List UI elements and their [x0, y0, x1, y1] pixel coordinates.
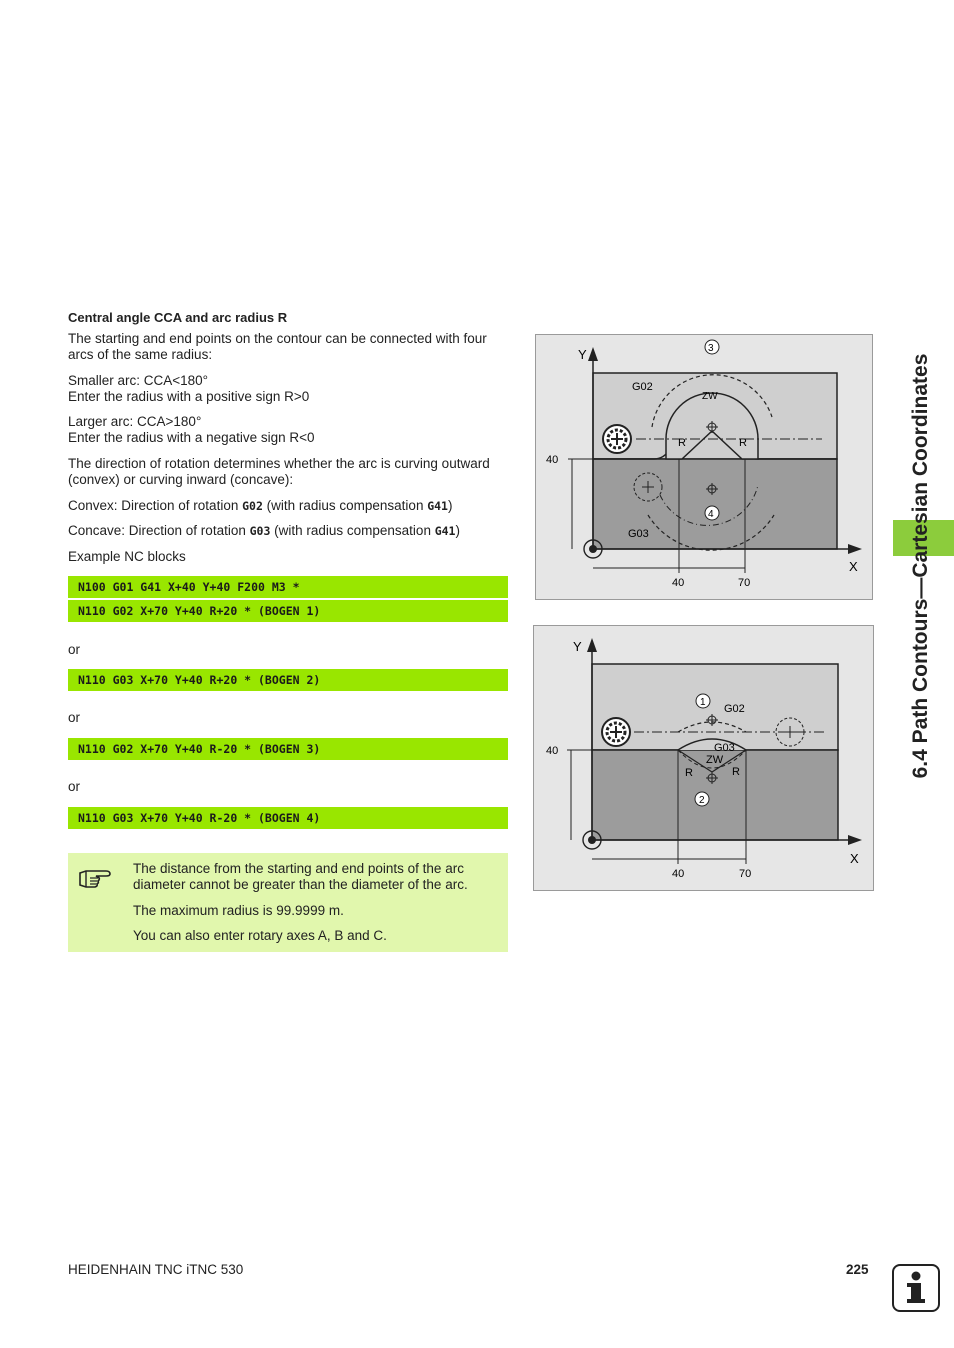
- figure-arcs-1-2: [533, 625, 874, 891]
- pointing-hand-icon: [78, 865, 112, 889]
- intro-paragraph: The starting and end points on the contour can be connected with four arcs of the same radius:: [68, 331, 487, 362]
- larger-arc-line2: Enter the radius with a negative sign R<0: [68, 430, 315, 445]
- info-icon: [892, 1264, 940, 1312]
- concave-suffix: ): [455, 523, 460, 538]
- smaller-arc-line2: Enter the radius with a positive sign R>0: [68, 389, 310, 404]
- page-number: 225: [846, 1262, 869, 1277]
- fig2-y-axis-label: Y: [573, 639, 582, 654]
- fig2-label-r-right: R: [732, 766, 740, 778]
- fig1-x-axis-label: X: [849, 559, 858, 574]
- fig1-label-r-left: R: [678, 437, 686, 449]
- fig1-x-tick-2: 70: [738, 577, 751, 589]
- figure-arcs-3-4: [535, 334, 873, 600]
- concave-prefix: Concave: Direction of rotation: [68, 523, 250, 538]
- fig1-label-g02: G02: [632, 381, 653, 393]
- note-line-3: You can also enter rotary axes A, B and C.: [133, 928, 387, 943]
- fig1-marker-4: 4: [708, 509, 714, 520]
- concave-mid: (with radius compensation: [270, 523, 435, 538]
- convex-line: [68, 498, 513, 514]
- or-label-2: or: [68, 710, 81, 725]
- fig1-y-tick: 40: [546, 454, 559, 466]
- or-label-1: or: [68, 642, 81, 657]
- info-glyph: [894, 1266, 938, 1310]
- direction-paragraph: The direction of rotation determines whether the arc is curving outward (convex) or curving inward (concave):: [68, 456, 490, 487]
- nc-block-2: N110 G02 X+70 Y+40 R+20 * (BOGEN 1): [68, 600, 508, 622]
- fig2-x-tick-1: 40: [672, 868, 685, 880]
- note-box: [68, 853, 508, 952]
- note-line-2: The maximum radius is 99.9999 m.: [133, 903, 344, 918]
- fig2-marker-2: 2: [699, 795, 705, 806]
- nc-block-3: N110 G03 X+70 Y+40 R+20 * (BOGEN 2): [68, 669, 508, 691]
- fig1-x-tick-1: 40: [672, 577, 685, 589]
- fig2-label-g03: G03: [714, 742, 735, 754]
- nc-block-5: N110 G03 X+70 Y+40 R-20 * (BOGEN 4): [68, 807, 508, 829]
- nc-block-1: N100 G01 G41 X+40 Y+40 F200 M3 *: [68, 576, 508, 598]
- fig2-label-zw: ZW: [706, 754, 724, 766]
- fig2-label-r-left: R: [685, 767, 693, 779]
- concave-code2: G41: [434, 524, 456, 538]
- chapter-side-title: 6.4 Path Contours—Cartesian Coordinates: [909, 353, 932, 779]
- or-label-3: or: [68, 779, 81, 794]
- smaller-arc-line1: Smaller arc: CCA<180°: [68, 373, 209, 388]
- example-label: Example NC blocks: [68, 549, 186, 564]
- fig1-y-axis-label: Y: [578, 347, 587, 362]
- fig2-label-g02: G02: [724, 703, 745, 715]
- note-line-1: The distance from the starting and end points of the arc diameter cannot be greater than the diameter of the arc.: [133, 861, 468, 892]
- fig2-x-tick-2: 70: [739, 868, 752, 880]
- concave-line: [68, 523, 513, 539]
- section-heading: Central angle CCA and arc radius R: [68, 310, 288, 325]
- figure-1-drawing: [536, 335, 872, 599]
- footer-product: HEIDENHAIN TNC iTNC 530: [68, 1262, 244, 1277]
- nc-block-4: N110 G02 X+70 Y+40 R-20 * (BOGEN 3): [68, 738, 508, 760]
- concave-code: G03: [249, 524, 271, 538]
- fig2-y-tick: 40: [546, 745, 559, 757]
- fig2-marker-1: 1: [700, 697, 706, 708]
- convex-code: G02: [242, 499, 263, 513]
- fig1-label-zw: ZW: [702, 391, 718, 402]
- larger-arc-line1: Larger arc: CCA>180°: [68, 414, 202, 429]
- convex-mid: (with radius compensation: [262, 498, 428, 513]
- fig1-label-r-right: R: [739, 437, 747, 449]
- convex-code2: G41: [427, 499, 448, 513]
- convex-prefix: Convex: Direction of rotation: [68, 498, 243, 513]
- convex-suffix: ): [447, 498, 453, 513]
- fig1-label-g03: G03: [628, 528, 649, 540]
- fig2-x-axis-label: X: [850, 851, 859, 866]
- fig1-marker-3: 3: [708, 343, 714, 354]
- figure-2-drawing: [534, 626, 873, 890]
